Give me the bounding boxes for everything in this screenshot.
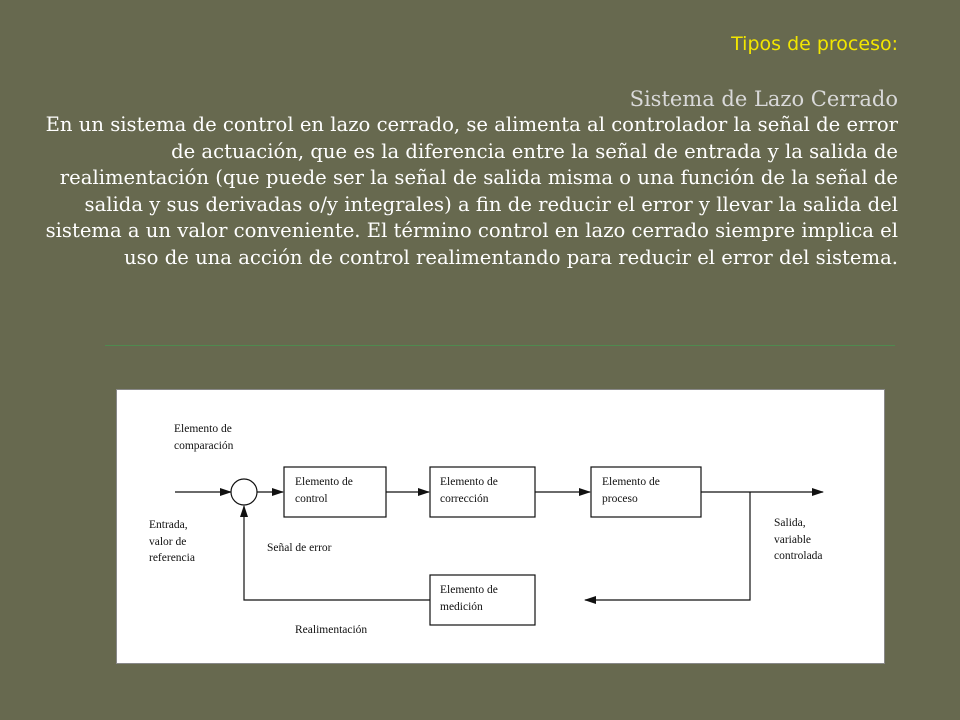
output-label-3: controlada xyxy=(774,550,823,562)
control-block xyxy=(284,467,386,517)
input-label-3: referencia xyxy=(149,552,195,564)
closed-loop-diagram xyxy=(116,389,885,664)
slide-heading: Tipos de proceso: xyxy=(731,33,898,55)
error-signal-label: Señal de error xyxy=(267,542,332,554)
input-label-2: valor de xyxy=(149,536,187,548)
control-block-line-2: control xyxy=(295,493,328,505)
slide-body: En un sistema de control en lazo cerrado, se alimenta al controlador la señal de error de actuación, que es la diferencia entre la señal de entrada y la salida de realimentación (que puede ser la señal de salida misma o una función de la señal de salida y sus derivadas o/y integrales) a fin de reducir el error y llevar la salida del sistema a un valor conveniente. El término control en lazo cerrado siempre implica el uso de una acción de control realimentando para reducir el error del sistema. xyxy=(45,113,898,269)
comparison-label-1: Elemento de xyxy=(174,423,232,435)
control-block-line-1: Elemento de xyxy=(295,476,353,488)
process-block-line-2: proceso xyxy=(602,493,638,505)
feedback-label: Realimentación xyxy=(295,624,368,636)
slide-text xyxy=(40,30,898,271)
measurement-block-line-2: medición xyxy=(440,601,483,613)
correction-block-line-2: corrección xyxy=(440,493,489,505)
diagram-svg xyxy=(117,390,884,663)
correction-block-line-1: Elemento de xyxy=(440,476,498,488)
comparison-label-2: comparación xyxy=(174,440,234,452)
measurement-block-line-1: Elemento de xyxy=(440,584,498,596)
measurement-block xyxy=(430,575,535,625)
slide-subheading: Sistema de Lazo Cerrado xyxy=(629,87,898,111)
process-block-line-1: Elemento de xyxy=(602,476,660,488)
correction-block xyxy=(430,467,535,517)
output-label-1: Salida, xyxy=(774,517,806,529)
summing-junction-icon xyxy=(231,479,257,505)
output-label-2: variable xyxy=(774,534,812,546)
input-label-1: Entrada, xyxy=(149,519,188,531)
underline-rule xyxy=(105,345,895,346)
process-block xyxy=(591,467,701,517)
